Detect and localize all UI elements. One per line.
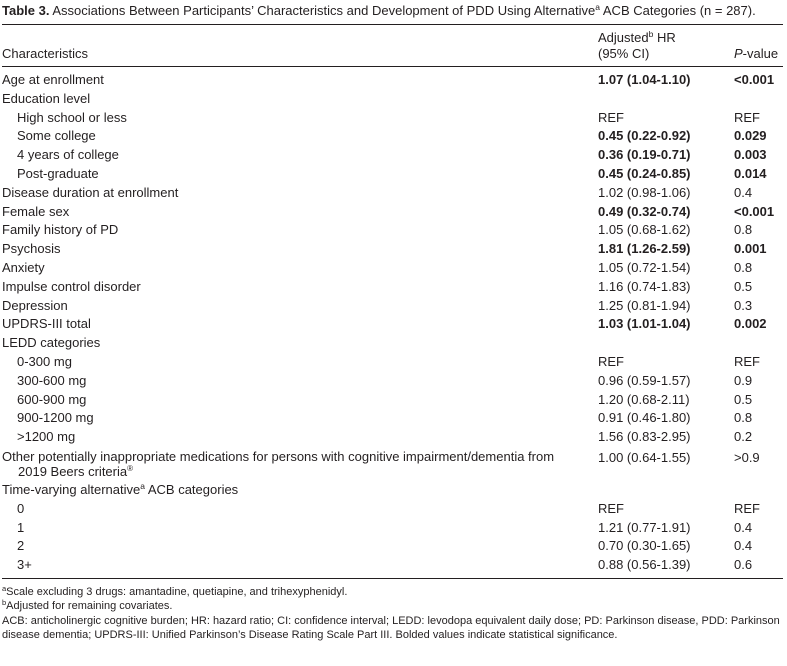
table-row bbox=[2, 334, 783, 353]
row-label: UPDRS-III total bbox=[2, 316, 91, 332]
row-p bbox=[734, 90, 783, 109]
table-row bbox=[2, 203, 783, 222]
row-p: 0.3 bbox=[734, 297, 753, 313]
row-hr: 0.45 (0.22-0.92) bbox=[598, 128, 691, 144]
row-label: Impulse control disorder bbox=[2, 278, 141, 294]
row-hr: 1.05 (0.72-1.54) bbox=[598, 259, 691, 275]
table-row bbox=[2, 409, 783, 428]
results-table bbox=[2, 25, 783, 578]
table-row bbox=[2, 315, 783, 334]
row-p: 0.5 bbox=[734, 278, 753, 294]
row-label: Education level bbox=[2, 90, 91, 106]
acb-rows bbox=[2, 500, 783, 578]
row-p: 0.8 bbox=[734, 259, 753, 275]
row-label: 2 bbox=[17, 538, 25, 554]
row-p: 0.8 bbox=[734, 410, 753, 426]
table-body bbox=[2, 67, 783, 447]
header-p-value: P-value bbox=[734, 46, 779, 61]
row-label: 0-300 mg bbox=[17, 353, 72, 369]
row-label: High school or less bbox=[17, 109, 127, 125]
row-p: <0.001 bbox=[734, 203, 775, 219]
table-row bbox=[2, 259, 783, 278]
row-hr: 0.45 (0.24-0.85) bbox=[598, 165, 691, 181]
row-p: 0.001 bbox=[734, 241, 767, 257]
row-label: LEDD categories bbox=[2, 335, 101, 351]
row-label: Post-graduate bbox=[17, 165, 99, 181]
row-label: Psychosis bbox=[2, 241, 61, 257]
row-label: 300-600 mg bbox=[17, 372, 87, 388]
caption-text: Associations Between Participants’ Characteristics and Development of PDD Using Alternative bbox=[52, 3, 596, 18]
row-label: Anxiety bbox=[2, 259, 45, 275]
table-row bbox=[2, 556, 783, 578]
row-p: 0.8 bbox=[734, 222, 753, 238]
row-label: 4 years of college bbox=[17, 147, 119, 163]
row-label: Family history of PD bbox=[2, 222, 119, 238]
row-hr: 1.16 (0.74-1.83) bbox=[598, 278, 691, 294]
row-p: 0.029 bbox=[734, 128, 767, 144]
row-hr: 0.70 (0.30-1.65) bbox=[598, 538, 691, 554]
row-p: 0.002 bbox=[734, 316, 767, 332]
table-row bbox=[2, 353, 783, 372]
table-row bbox=[2, 109, 783, 128]
caption-footnote-a: a bbox=[595, 2, 600, 12]
row-hr: 1.21 (0.77-1.91) bbox=[598, 519, 691, 535]
footnote-b: $^b$Adjusted for remaining covariates. bbox=[2, 598, 173, 613]
row-p: 0.6 bbox=[734, 557, 753, 573]
table-row bbox=[2, 146, 783, 165]
header-hr: Adjusted$^b$ HR (95% CI) bbox=[598, 29, 676, 61]
table-row bbox=[2, 240, 783, 259]
row-hr: 0.88 (0.56-1.39) bbox=[598, 557, 691, 573]
table-row bbox=[2, 391, 783, 410]
header-characteristics: Characteristics bbox=[2, 46, 88, 61]
row-hr: 1.05 (0.68-1.62) bbox=[598, 222, 691, 238]
row-p: 0.5 bbox=[734, 391, 753, 407]
row-p: REF bbox=[734, 500, 760, 516]
table-row bbox=[2, 428, 783, 447]
row-hr: REF bbox=[598, 500, 624, 516]
row-label: Depression bbox=[2, 297, 68, 313]
row-p: 0.4 bbox=[734, 538, 753, 554]
table-label: Table 3. bbox=[2, 3, 50, 18]
row-label: 900-1200 mg bbox=[17, 410, 94, 426]
row-label: Age at enrollment bbox=[2, 72, 104, 87]
row-label: Time-varying alternative$^a$ ACB categories bbox=[2, 480, 239, 497]
table-row bbox=[2, 67, 783, 90]
table-row bbox=[2, 297, 783, 316]
row-p: 0.2 bbox=[734, 429, 753, 445]
row-p: 0.003 bbox=[734, 147, 767, 163]
row-hr: 1.20 (0.68-2.11) bbox=[598, 391, 690, 407]
row-p bbox=[734, 334, 783, 353]
row-hr: 0.49 (0.32-0.74) bbox=[598, 203, 691, 219]
row-label: >1200 mg bbox=[17, 429, 76, 445]
row-label: 1 bbox=[17, 519, 25, 535]
table-notes bbox=[2, 579, 783, 643]
row-hr: 1.00 (0.64-1.55) bbox=[598, 449, 691, 465]
row-hr: 1.25 (0.81-1.94) bbox=[598, 297, 691, 313]
row-p: 0.4 bbox=[734, 519, 753, 535]
header-row bbox=[2, 25, 783, 66]
row-label: Female sex bbox=[2, 203, 70, 219]
row-hr: 1.56 (0.83-2.95) bbox=[598, 429, 691, 445]
row-label: 3+ bbox=[17, 557, 32, 573]
caption-text-end: ACB Categories (n = 287). bbox=[599, 3, 756, 18]
row-p: REF bbox=[734, 353, 760, 369]
row-p: 0.4 bbox=[734, 184, 753, 200]
abbreviations-note: ACB: anticholinergic cognitive burden; HR: hazard ratio; CI: confidence interval; LEDD: levodopa equivalent daily dose; PD: Parkinson disease, PDD: Parkinson disease dementia; UPDRS-III: Unified Parkinson’s Disease Rating Scale Part III. Bolded values indicate statistical significance. bbox=[2, 614, 780, 642]
table-row bbox=[2, 127, 783, 146]
table-row bbox=[2, 500, 783, 519]
table-row bbox=[2, 221, 783, 240]
table-row bbox=[2, 278, 783, 297]
row-label: 0 bbox=[17, 500, 25, 516]
footnote-a: $^a$Scale excluding 3 drugs: amantadine, quetiapine, and trihexyphenidyl. bbox=[2, 583, 348, 598]
row-hr: REF bbox=[598, 109, 624, 125]
table-row bbox=[2, 447, 783, 481]
row-hr: 0.96 (0.59-1.57) bbox=[598, 372, 691, 388]
row-p: 0.014 bbox=[734, 165, 767, 181]
row-hr bbox=[598, 334, 734, 353]
row-label: Some college bbox=[17, 128, 96, 144]
row-hr: 1.07 (1.04-1.10) bbox=[598, 72, 691, 87]
row-hr: 0.36 (0.19-0.71) bbox=[598, 147, 691, 163]
row-label: 600-900 mg bbox=[17, 391, 87, 407]
row-p: >0.9 bbox=[734, 449, 760, 465]
row-p: REF bbox=[734, 109, 760, 125]
table-row bbox=[2, 184, 783, 203]
row-p: <0.001 bbox=[734, 72, 775, 87]
table-row bbox=[2, 372, 783, 391]
row-hr: 1.03 (1.01-1.04) bbox=[598, 316, 691, 332]
row-label: Disease duration at enrollment bbox=[2, 184, 179, 200]
table-row bbox=[2, 90, 783, 109]
table-caption bbox=[2, 0, 783, 19]
row-hr bbox=[598, 90, 734, 109]
row-hr: REF bbox=[598, 353, 624, 369]
table-row bbox=[2, 165, 783, 184]
row-hr: 1.81 (1.26-2.59) bbox=[598, 241, 691, 257]
row-hr: 1.02 (0.98-1.06) bbox=[598, 184, 691, 200]
row-p: 0.9 bbox=[734, 372, 753, 388]
row-label: Other potentially inappropriate medications for persons with cognitive impairment/dementia from 2019 Beers criteria® bbox=[2, 448, 555, 479]
table-row bbox=[2, 519, 783, 538]
table-row bbox=[2, 537, 783, 556]
table-row bbox=[2, 481, 783, 500]
row-hr: 0.91 (0.46-1.80) bbox=[598, 410, 691, 426]
